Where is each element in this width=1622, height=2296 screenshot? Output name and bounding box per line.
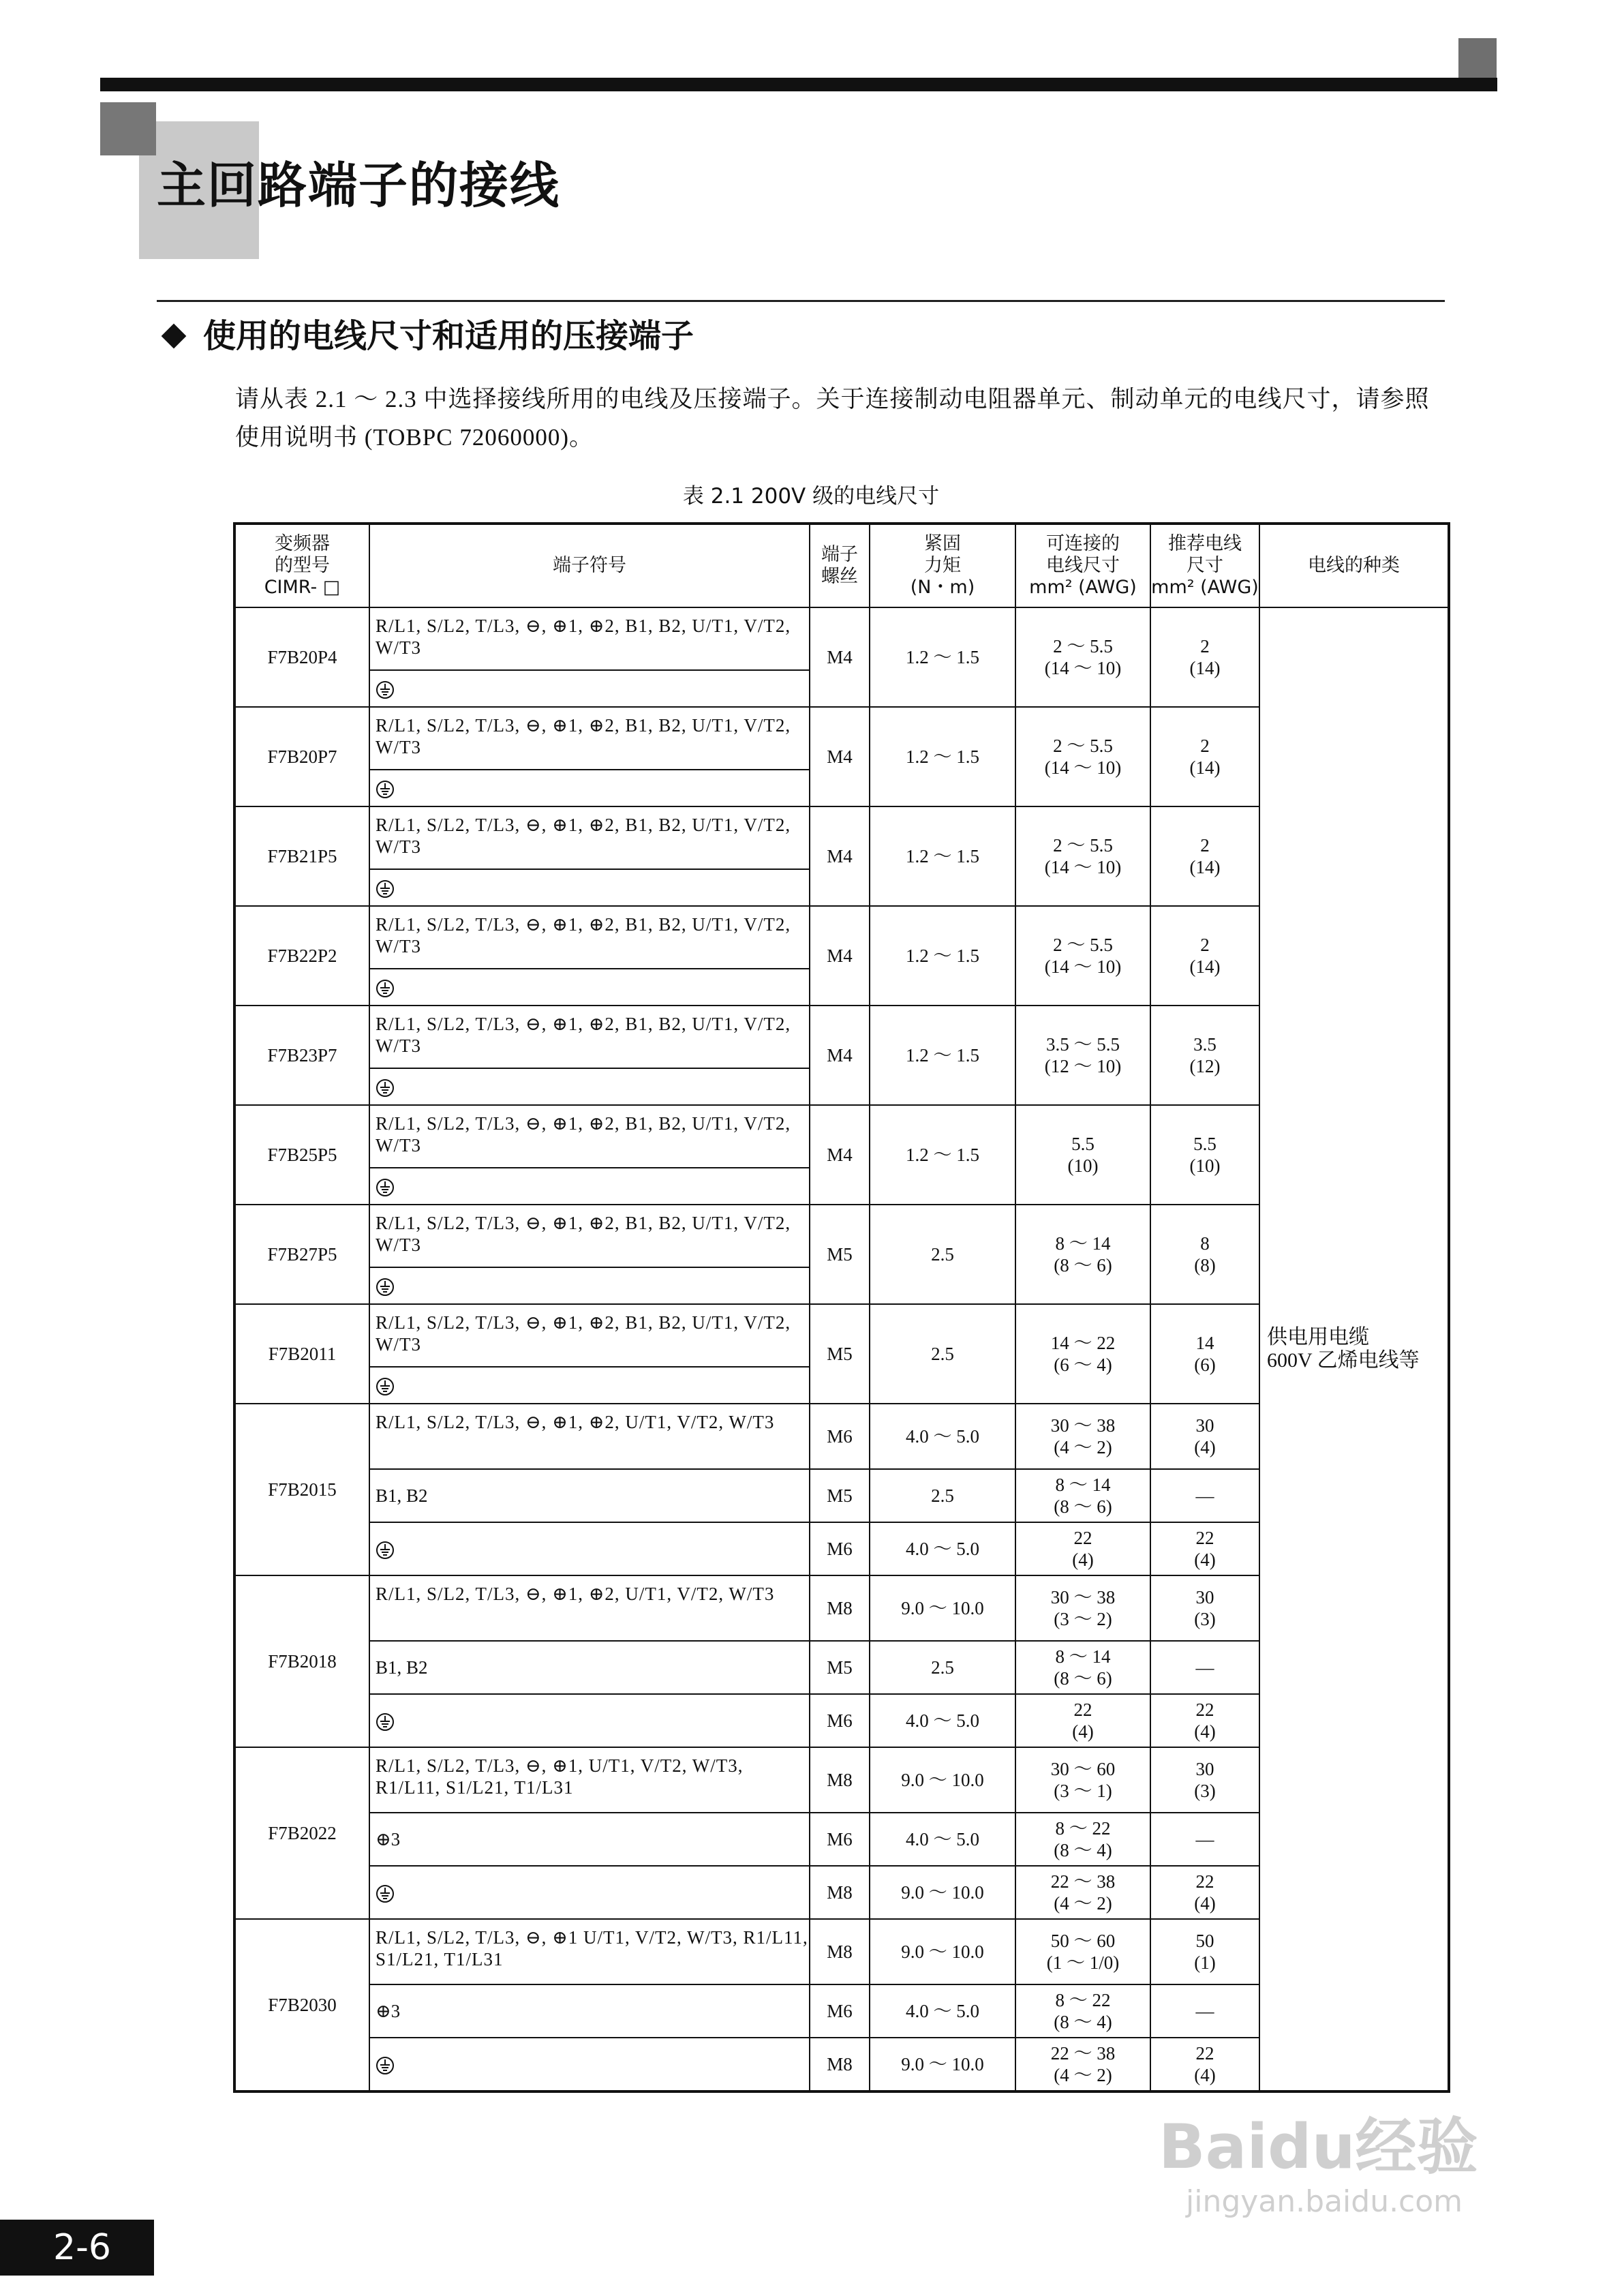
table-header-row	[234, 524, 1449, 607]
model-cell: F7B2011	[234, 1304, 369, 1404]
torque-cell: 9.0 ～ 10.0	[870, 1866, 1015, 1919]
torque-cell: 1.2 ～ 1.5	[870, 607, 1015, 707]
ground-icon	[376, 680, 395, 699]
recommended-size-cell: 22 (4)	[1150, 1522, 1259, 1575]
wire-size-cell: 8 ～ 22 (8 ～ 4)	[1015, 1984, 1150, 2038]
torque-cell: 9.0 ～ 10.0	[870, 1747, 1015, 1813]
model-cell: F7B20P4	[234, 607, 369, 707]
watermark-url: jingyan.baidu.com	[1186, 2184, 1463, 2219]
model-cell: F7B21P5	[234, 806, 369, 906]
recommended-size-cell: 2 (14)	[1150, 806, 1259, 906]
terminal-cell: R/L1, S/L2, T/L3, ⊖, ⊕1, ⊕2, B1, B2, U/T1, V/T2, W/T3	[369, 1105, 810, 1168]
ground-icon	[376, 879, 395, 898]
terminal-cell: R/L1, S/L2, T/L3, ⊖, ⊕1 U/T1, V/T2, W/T3, R1/L11, S1/L21, T1/L31	[369, 1919, 810, 1984]
screw-cell: M4	[810, 707, 870, 806]
header-terminal-screw: 端子 螺丝	[810, 524, 870, 607]
header-model: 变频器 的型号 CIMR- □	[234, 524, 369, 607]
model-cell: F7B2018	[234, 1575, 369, 1747]
terminal-cell: B1, B2	[369, 1641, 810, 1694]
ground-terminal-cell	[369, 1168, 810, 1205]
ground-terminal-cell	[369, 969, 810, 1006]
screw-cell: M5	[810, 1469, 870, 1522]
recommended-size-cell: 5.5 (10)	[1150, 1105, 1259, 1205]
header-wire-kind: 电线的种类	[1259, 524, 1449, 607]
torque-cell: 4.0 ～ 5.0	[870, 1984, 1015, 2038]
torque-cell: 1.2 ～ 1.5	[870, 1006, 1015, 1105]
screw-cell: M8	[810, 1866, 870, 1919]
model-cell: F7B23P7	[234, 1006, 369, 1105]
terminal-cell: R/L1, S/L2, T/L3, ⊖, ⊕1, ⊕2, B1, B2, U/T1, V/T2, W/T3	[369, 1205, 810, 1267]
recommended-size-cell: —	[1150, 1984, 1259, 2038]
wire-size-cell: 8 ～ 14 (8 ～ 6)	[1015, 1641, 1150, 1694]
ground-icon	[376, 1178, 395, 1197]
ground-terminal-cell	[369, 1267, 810, 1304]
terminal-cell: R/L1, S/L2, T/L3, ⊖, ⊕1, ⊕2, B1, B2, U/T1, V/T2, W/T3	[369, 906, 810, 969]
page-title: 主回路端子的接线	[157, 157, 561, 214]
terminal-cell: R/L1, S/L2, T/L3, ⊖, ⊕1, ⊕2, B1, B2, U/T1, V/T2, W/T3	[369, 707, 810, 770]
recommended-size-cell: 2 (14)	[1150, 607, 1259, 707]
screw-cell: M4	[810, 806, 870, 906]
terminal-cell: B1, B2	[369, 1469, 810, 1522]
ground-icon	[376, 1712, 395, 1732]
table-row	[234, 607, 1449, 670]
screw-cell: M6	[810, 1694, 870, 1747]
torque-cell: 9.0 ～ 10.0	[870, 1919, 1015, 1984]
terminal-cell: ⊕3	[369, 1813, 810, 1866]
torque-cell: 2.5	[870, 1205, 1015, 1304]
recommended-size-cell: 2 (14)	[1150, 707, 1259, 806]
screw-cell: M4	[810, 906, 870, 1006]
wire-size-cell: 2 ～ 5.5 (14 ～ 10)	[1015, 906, 1150, 1006]
wire-size-cell: 50 ～ 60 (1 ～ 1/0)	[1015, 1919, 1150, 1984]
recommended-size-cell: 30 (4)	[1150, 1404, 1259, 1469]
ground-icon	[376, 1078, 395, 1098]
ground-icon	[376, 1278, 395, 1297]
ground-icon	[376, 780, 395, 799]
terminal-cell: R/L1, S/L2, T/L3, ⊖, ⊕1, U/T1, V/T2, W/T3, R1/L11, S1/L21, T1/L31	[369, 1747, 810, 1813]
header-rule	[100, 78, 1497, 91]
recommended-size-cell: —	[1150, 1469, 1259, 1522]
screw-cell: M8	[810, 2038, 870, 2091]
screw-cell: M6	[810, 1404, 870, 1469]
recommended-size-cell: 22 (4)	[1150, 1694, 1259, 1747]
watermark	[1159, 2113, 1540, 2222]
terminal-cell: R/L1, S/L2, T/L3, ⊖, ⊕1, ⊕2, U/T1, V/T2, W/T3	[369, 1575, 810, 1641]
torque-cell: 1.2 ～ 1.5	[870, 906, 1015, 1006]
ground-terminal-cell	[369, 670, 810, 707]
wire-size-cell: 30 ～ 38 (4 ～ 2)	[1015, 1404, 1150, 1469]
page-number: 2-6	[0, 2220, 154, 2276]
screw-cell: M6	[810, 1984, 870, 2038]
torque-cell: 2.5	[870, 1304, 1015, 1404]
terminal-cell: R/L1, S/L2, T/L3, ⊖, ⊕1, ⊕2, B1, B2, U/T1, V/T2, W/T3	[369, 806, 810, 869]
torque-cell: 2.5	[870, 1641, 1015, 1694]
wire-size-cell: 30 ～ 38 (3 ～ 2)	[1015, 1575, 1150, 1641]
torque-cell: 1.2 ～ 1.5	[870, 707, 1015, 806]
wire-size-cell: 22 (4)	[1015, 1694, 1150, 1747]
wire-size-cell: 2 ～ 5.5 (14 ～ 10)	[1015, 806, 1150, 906]
model-cell: F7B2015	[234, 1404, 369, 1575]
wire-kind-cell: 供电用电缆 600V 乙烯电线等	[1259, 607, 1449, 2091]
header-recommended-size: 推荐电线 尺寸 mm² (AWG)	[1150, 524, 1259, 607]
terminal-cell: ⊕3	[369, 1984, 810, 2038]
ground-icon	[376, 979, 395, 998]
model-cell: F7B22P2	[234, 906, 369, 1006]
wire-size-cell: 5.5 (10)	[1015, 1105, 1150, 1205]
torque-cell: 1.2 ～ 1.5	[870, 806, 1015, 906]
corner-marker	[1458, 38, 1497, 78]
section-heading	[159, 309, 694, 357]
recommended-size-cell: 3.5 (12)	[1150, 1006, 1259, 1105]
ground-icon	[376, 1884, 395, 1903]
torque-cell: 4.0 ～ 5.0	[870, 1522, 1015, 1575]
wire-size-cell: 8 ～ 14 (8 ～ 6)	[1015, 1469, 1150, 1522]
screw-cell: M6	[810, 1813, 870, 1866]
wire-size-cell: 22 ～ 38 (4 ～ 2)	[1015, 1866, 1150, 1919]
wire-size-cell: 30 ～ 60 (3 ～ 1)	[1015, 1747, 1150, 1813]
screw-cell: M4	[810, 1006, 870, 1105]
torque-cell: 9.0 ～ 10.0	[870, 1575, 1015, 1641]
recommended-size-cell: 50 (1)	[1150, 1919, 1259, 1984]
terminal-cell: R/L1, S/L2, T/L3, ⊖, ⊕1, ⊕2, B1, B2, U/T1, V/T2, W/T3	[369, 1304, 810, 1367]
wire-size-table	[233, 522, 1450, 2093]
ground-terminal-cell	[369, 770, 810, 806]
ground-icon	[376, 1541, 395, 1560]
section-heading-text: 使用的电线尺寸和适用的压接端子	[203, 317, 694, 355]
terminal-cell: R/L1, S/L2, T/L3, ⊖, ⊕1, ⊕2, B1, B2, U/T1, V/T2, W/T3	[369, 1006, 810, 1068]
heading-decoration-dark	[100, 102, 156, 155]
screw-cell: M5	[810, 1304, 870, 1404]
ground-icon	[376, 1377, 395, 1396]
torque-cell: 2.5	[870, 1469, 1015, 1522]
recommended-size-cell: 22 (4)	[1150, 2038, 1259, 2091]
recommended-size-cell: 2 (14)	[1150, 906, 1259, 1006]
model-cell: F7B27P5	[234, 1205, 369, 1304]
model-cell: F7B25P5	[234, 1105, 369, 1205]
diamond-bullet-icon	[162, 324, 187, 349]
ground-icon	[376, 2056, 395, 2075]
screw-cell: M5	[810, 1641, 870, 1694]
section-divider	[157, 300, 1445, 302]
wire-size-cell: 22 (4)	[1015, 1522, 1150, 1575]
recommended-size-cell: 14 (6)	[1150, 1304, 1259, 1404]
torque-cell: 4.0 ～ 5.0	[870, 1813, 1015, 1866]
recommended-size-cell: —	[1150, 1641, 1259, 1694]
terminal-cell: R/L1, S/L2, T/L3, ⊖, ⊕1, ⊕2, U/T1, V/T2, W/T3	[369, 1404, 810, 1469]
wire-size-cell: 8 ～ 22 (8 ～ 4)	[1015, 1813, 1150, 1866]
recommended-size-cell: 8 (8)	[1150, 1205, 1259, 1304]
intro-paragraph: 请从表 2.1 ～ 2.3 中选择接线所用的电线及压接端子。关于连接制动电阻器单元、制动单元的电线尺寸，请参照使用说明书 (TOBPC 72060000)。	[235, 386, 1430, 451]
screw-cell: M5	[810, 1205, 870, 1304]
recommended-size-cell: 30 (3)	[1150, 1575, 1259, 1641]
screw-cell: M6	[810, 1522, 870, 1575]
terminal-cell	[369, 1694, 810, 1747]
recommended-size-cell: 30 (3)	[1150, 1747, 1259, 1813]
model-cell: F7B20P7	[234, 707, 369, 806]
torque-cell: 1.2 ～ 1.5	[870, 1105, 1015, 1205]
wire-size-cell: 14 ～ 22 (6 ～ 4)	[1015, 1304, 1150, 1404]
screw-cell: M8	[810, 1747, 870, 1813]
torque-cell: 4.0 ～ 5.0	[870, 1694, 1015, 1747]
wire-size-cell: 22 ～ 38 (4 ～ 2)	[1015, 2038, 1150, 2091]
watermark-brand: Baidu经验	[1159, 2111, 1478, 2183]
screw-cell: M8	[810, 1919, 870, 1984]
model-cell: F7B2030	[234, 1919, 369, 2091]
header-terminal-symbol: 端子符号	[369, 524, 810, 607]
recommended-size-cell: —	[1150, 1813, 1259, 1866]
model-cell: F7B2022	[234, 1747, 369, 1919]
screw-cell: M4	[810, 1105, 870, 1205]
recommended-size-cell: 22 (4)	[1150, 1866, 1259, 1919]
wire-size-cell: 2 ～ 5.5 (14 ～ 10)	[1015, 707, 1150, 806]
header-wire-size: 可连接的 电线尺寸 mm² (AWG)	[1015, 524, 1150, 607]
terminal-cell: R/L1, S/L2, T/L3, ⊖, ⊕1, ⊕2, B1, B2, U/T1, V/T2, W/T3	[369, 607, 810, 670]
terminal-cell	[369, 1522, 810, 1575]
torque-cell: 9.0 ～ 10.0	[870, 2038, 1015, 2091]
screw-cell: M8	[810, 1575, 870, 1641]
ground-terminal-cell	[369, 1068, 810, 1105]
wire-size-cell: 8 ～ 14 (8 ～ 6)	[1015, 1205, 1150, 1304]
torque-cell: 4.0 ～ 5.0	[870, 1404, 1015, 1469]
table-caption: 表 2.1 200V 级的电线尺寸	[682, 484, 940, 509]
ground-terminal-cell	[369, 869, 810, 906]
terminal-cell	[369, 2038, 810, 2091]
header-torque: 紧固 力矩 (N・m)	[870, 524, 1015, 607]
ground-terminal-cell	[369, 1367, 810, 1404]
terminal-cell	[369, 1866, 810, 1919]
screw-cell: M4	[810, 607, 870, 707]
wire-size-cell: 3.5 ～ 5.5 (12 ～ 10)	[1015, 1006, 1150, 1105]
wire-size-cell: 2 ～ 5.5 (14 ～ 10)	[1015, 607, 1150, 707]
